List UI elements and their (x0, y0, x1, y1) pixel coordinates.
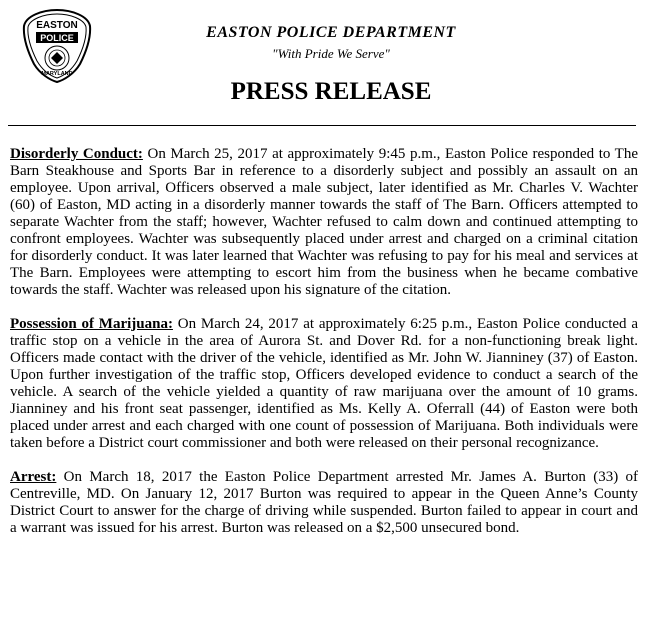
header-divider (8, 125, 636, 126)
paragraph-heading: Possession of Marijuana: (10, 316, 173, 332)
department-name: EASTON POLICE DEPARTMENT (206, 24, 456, 41)
paragraph-heading: Arrest: (10, 469, 57, 485)
paragraph-possession-of-marijuana (10, 316, 638, 452)
paragraph-text: On March 24, 2017 at approximately 6:25 p.m., Easton Police conducted a traffic stop on a vehicle in the area of Aurora St. and Dover Rd. for a non-functioning break light. Officers made contact with the driver of the vehicle, identified as Mr. John W. Jianniney (37) of Easton. Upon further investigation of the traffic stop, Officers developed evidence to conduct a search of the vehicle. A search of the vehicle yielded a quantity of raw marijuana over the amount of 10 grams. Jianniney and his front seat passenger, identified as Ms. Kelly A. Oferrall (44) of Easton were both placed under arrest and each charged with one count of possession of Marijuana. Both individuals were taken before a District court commissioner and both were released on their personal recognizance. (10, 316, 638, 451)
badge-state-text: MARYLAND (41, 71, 73, 77)
paragraph-text: On March 18, 2017 the Easton Police Department arrested Mr. James A. Burton (33) of Centreville, MD. On January 12, 2017 Burton was required to appear in the Queen Anne’s County District Court to answer for the charge of driving while suspended. Burton failed to appear in court and a warrant was issued for his arrest. Burton was released on a $2,500 unsecured bond. (10, 469, 638, 536)
page-title: PRESS RELEASE (230, 78, 432, 105)
paragraph-disorderly-conduct (10, 146, 638, 299)
paragraph-arrest (10, 469, 638, 537)
department-motto: "With Pride We Serve" (272, 46, 390, 61)
badge-banner-text: POLICE (40, 33, 74, 43)
badge-top-text: EASTON (36, 20, 78, 31)
press-release-body (10, 146, 638, 537)
paragraph-heading: Disorderly Conduct: (10, 146, 143, 162)
paragraph-text: On March 25, 2017 at approximately 9:45 p.m., Easton Police responded to The Barn Steakhouse and Sports Bar in reference to a disorderly subject and possibly an assault on an employee. Upon arrival, Officers observed a male subject, later identified as Mr. Charles V. Wachter (60) of Easton, MD acting in a disorderly manner towards the staff of The Barn. Officers attempted to separate Wachter from the staff; however, Wachter refused to calm down and continued attempting to confront employees. Wachter was subsequently placed under arrest and charged on a criminal citation for disorderly conduct. It was later learned that Wachter was refusing to pay for his meal and services at The Barn. Employees were attempting to escort him from the business when he became combative towards the staff. Wachter was released upon his signature of the citation. (10, 146, 639, 298)
